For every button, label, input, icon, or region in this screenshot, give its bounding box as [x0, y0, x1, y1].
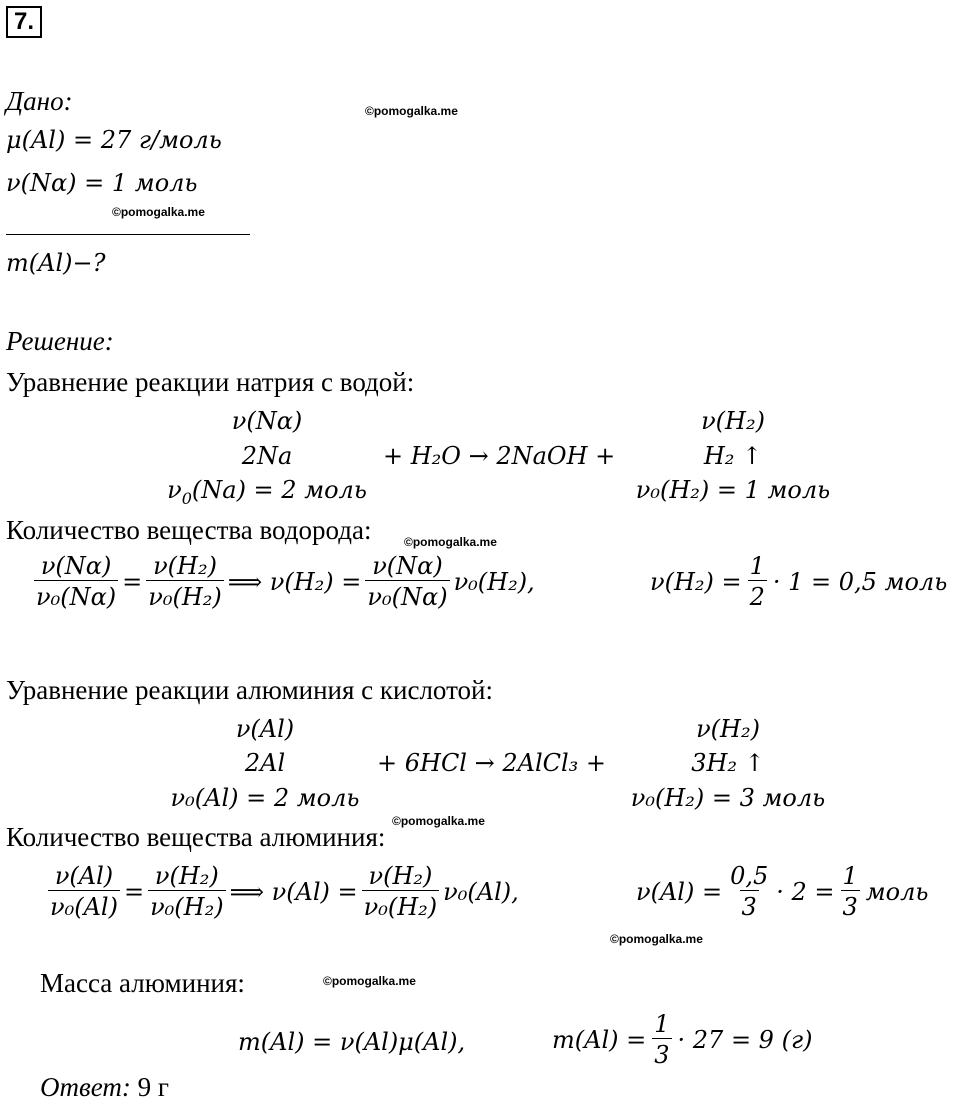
- reaction1-title: Уравнение реакции натрия с водой:: [6, 367, 415, 397]
- r2-middle: + 6HCl → 2AlCl₃ +: [377, 749, 607, 777]
- problem-number: 7.: [6, 6, 42, 38]
- find-quantity: m(Al)−?: [6, 249, 106, 277]
- result-unit: моль: [865, 877, 929, 906]
- denominator: 3: [652, 1038, 671, 1069]
- r2-right-bot: ν₀(H₂) = 3 моль: [630, 784, 826, 812]
- r2-left-mid: 2Al: [244, 749, 286, 777]
- r1-left-mid: 2Na: [241, 442, 293, 470]
- numerator: ν(Nα): [372, 552, 443, 580]
- numerator: ν(Nα): [40, 552, 112, 580]
- implies: ⟹ ν(Al) =: [229, 877, 358, 906]
- denominator: 3: [841, 890, 860, 921]
- mass-result: [552, 1010, 812, 1069]
- solution-label: Решение:: [6, 326, 114, 356]
- watermark: ©pomogalka.me: [392, 814, 485, 828]
- r1-middle: + H₂O → 2NaOH +: [383, 442, 616, 470]
- answer: [40, 1072, 169, 1103]
- denominator: ν₀(Nα): [365, 580, 449, 611]
- numerator: 0,5: [730, 862, 769, 890]
- result-lhs: m(Al) =: [552, 1025, 647, 1054]
- numerator: ν(Al): [54, 862, 114, 890]
- numerator: ν(H₂): [368, 862, 433, 890]
- fraction: [748, 552, 767, 611]
- equation-aluminium: [48, 862, 519, 921]
- r1-right-bot: ν₀(H₂) = 1 моль: [635, 476, 831, 504]
- denominator: ν₀(H₂): [146, 580, 224, 611]
- fraction: [148, 862, 226, 921]
- given-label: Дано:: [6, 86, 73, 116]
- r2-right-top: ν(H₂): [696, 715, 760, 743]
- r2-right-mid: 3H₂ ↑: [691, 749, 765, 777]
- equals: =: [123, 877, 145, 906]
- denominator: ν₀(Nα): [34, 580, 118, 611]
- result-lhs: ν(H₂) =: [650, 567, 742, 596]
- equals: =: [122, 567, 143, 596]
- watermark: ©pomogalka.me: [365, 104, 458, 118]
- result-rhs: · 27 = 9 (г): [677, 1025, 813, 1054]
- denominator: ν₀(H₂): [148, 890, 226, 921]
- r1-right-top: ν(H₂): [701, 407, 765, 435]
- hydrogen-title: Количество вещества водорода:: [6, 515, 372, 545]
- r1-left-bot-nu: ν: [167, 476, 182, 504]
- numerator: 1: [654, 1010, 670, 1038]
- implies: ⟹ ν(H₂) =: [227, 567, 362, 596]
- denominator: 3: [740, 890, 759, 921]
- result-lhs: ν(Al) =: [636, 877, 723, 906]
- watermark: ©pomogalka.me: [323, 974, 416, 988]
- r2-left-bot: ν₀(Al) = 2 моль: [170, 784, 360, 812]
- fraction: [841, 862, 860, 921]
- given-sodium-amount: ν(Nα) = 1 моль: [6, 169, 198, 197]
- result-rhs: · 1 = 0,5 моль: [772, 567, 948, 596]
- fraction: [728, 862, 770, 921]
- fraction: [652, 1010, 671, 1069]
- result-hydrogen: [650, 552, 947, 611]
- answer-label: Ответ:: [40, 1072, 131, 1102]
- equation-tail: ν₀(H₂),: [453, 567, 535, 596]
- answer-value: 9 г: [137, 1072, 169, 1102]
- aluminium-title: Количество вещества алюминия:: [6, 822, 386, 852]
- r1-left-bot-rest: (Na) = 2 моль: [191, 476, 367, 504]
- given-divider: [6, 234, 250, 235]
- r1-right-mid: H₂ ↑: [703, 442, 763, 470]
- denominator: ν₀(H₂): [362, 890, 440, 921]
- numerator: ν(H₂): [153, 552, 217, 580]
- watermark: ©pomogalka.me: [112, 205, 205, 219]
- r2-left-top: ν(Al): [235, 715, 295, 743]
- fraction: [34, 552, 118, 611]
- fraction: [48, 862, 120, 921]
- equation-hydrogen: [34, 552, 535, 611]
- numerator: 1: [842, 862, 858, 890]
- mass-title: Масса алюминия:: [40, 968, 245, 998]
- reaction2-title: Уравнение реакции алюминия с кислотой:: [6, 675, 493, 705]
- given-molar-mass: μ(Al) = 27 г/моль: [6, 126, 222, 154]
- fraction: [146, 552, 224, 611]
- watermark: ©pomogalka.me: [610, 932, 703, 946]
- numerator: 1: [749, 552, 765, 580]
- fraction: [362, 862, 440, 921]
- denominator: ν₀(Al): [48, 890, 120, 921]
- r1-left-bot-sub: 0: [181, 489, 192, 508]
- r1-left-bot: [167, 476, 367, 508]
- mass-formula: m(Al) = ν(Al)μ(Al),: [238, 1028, 466, 1056]
- result-aluminium: [636, 862, 928, 921]
- result-mid: · 2 =: [776, 877, 835, 906]
- r1-left-top: ν(Nα): [231, 407, 303, 435]
- equation-tail: ν₀(Al),: [443, 877, 519, 906]
- numerator: ν(H₂): [154, 862, 219, 890]
- watermark: ©pomogalka.me: [404, 535, 497, 549]
- fraction: [365, 552, 449, 611]
- denominator: 2: [748, 580, 767, 611]
